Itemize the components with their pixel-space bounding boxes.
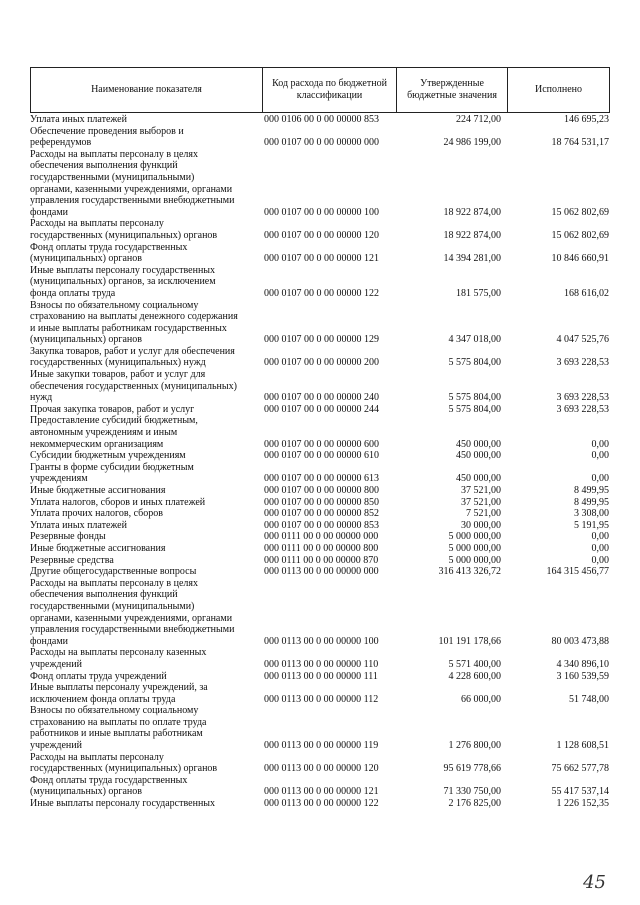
row-executed: 8 499,95 bbox=[574, 485, 609, 496]
row-executed: 168 616,02 bbox=[564, 287, 609, 299]
row-approved: 5 575 804,00 bbox=[448, 403, 501, 415]
row-executed: 1 226 152,35 bbox=[556, 798, 609, 810]
row-name: Иные выплаты персоналу учреждений, за исключением фонда оплаты труда bbox=[30, 682, 208, 705]
row-approved: 7 521,00 bbox=[466, 508, 501, 520]
row-code: 000 0113 00 0 00 00000 119 bbox=[264, 740, 379, 752]
table-row bbox=[30, 415, 610, 450]
row-code: 000 0113 00 0 00 00000 110 bbox=[264, 658, 379, 670]
row-executed: 1 128 608,51 bbox=[556, 740, 609, 752]
row-executed: 3 160 539,59 bbox=[556, 670, 609, 682]
row-approved: 1 276 800,00 bbox=[448, 740, 501, 752]
row-name: Фонд оплаты труда государственных (муниципальных) органов bbox=[30, 774, 188, 798]
row-approved: 4 228 600,00 bbox=[448, 670, 501, 682]
row-code: 000 0107 00 0 00 00000 800 bbox=[264, 485, 379, 496]
row-approved: 18 922 874,00 bbox=[443, 206, 501, 218]
row-code: 000 0107 00 0 00 00000 600 bbox=[264, 438, 379, 450]
row-name: Фонд оплаты труда учреждений bbox=[30, 670, 167, 682]
table-row bbox=[30, 520, 610, 532]
row-executed: 3 693 228,53 bbox=[556, 392, 609, 404]
row-code: 000 0107 00 0 00 00000 120 bbox=[264, 229, 379, 241]
row-approved: 14 394 281,00 bbox=[443, 253, 501, 265]
table-row bbox=[30, 346, 610, 369]
row-executed: 0,00 bbox=[591, 450, 609, 462]
row-approved: 450 000,00 bbox=[456, 450, 501, 462]
row-approved: 181 575,00 bbox=[456, 287, 501, 299]
page-number: 45 bbox=[583, 872, 606, 893]
row-code: 000 0107 00 0 00 00000 200 bbox=[264, 357, 379, 369]
row-code: 000 0113 00 0 00 00000 000 bbox=[264, 566, 379, 578]
row-approved: 5 575 804,00 bbox=[448, 357, 501, 369]
row-code: 000 0107 00 0 00 00000 610 bbox=[264, 450, 379, 462]
row-code: 000 0107 00 0 00 00000 121 bbox=[264, 253, 379, 265]
row-name: Расходы на выплаты персоналу казенных учреждений bbox=[30, 647, 207, 670]
header-approved: Утвержденные бюджетные значения bbox=[397, 68, 508, 112]
row-name: Взносы по обязательному социальному страхованию на выплаты по оплате труда работников и иные выплаты работникам учреждений bbox=[30, 705, 207, 752]
header-code: Код расхода по бюджетной классификации bbox=[263, 68, 397, 112]
row-executed: 4 340 896,10 bbox=[556, 658, 609, 670]
row-approved: 24 986 199,00 bbox=[443, 137, 501, 149]
row-approved: 37 521,00 bbox=[461, 485, 501, 496]
table-row bbox=[30, 218, 610, 241]
row-name: Резервные фонды bbox=[30, 531, 106, 543]
row-approved: 95 619 778,66 bbox=[443, 763, 501, 775]
row-name: Расходы на выплаты персоналу государственных (муниципальных) органов bbox=[30, 218, 218, 241]
row-code: 000 0111 00 0 00 00000 870 bbox=[264, 554, 379, 566]
row-name: Резервные средства bbox=[30, 554, 114, 566]
row-approved: 5 571 400,00 bbox=[448, 658, 501, 670]
table-body bbox=[30, 114, 610, 810]
row-name: Иные выплаты персоналу государственных (муниципальных) органов, за исключением фонда оплаты труда bbox=[30, 264, 216, 299]
row-approved: 5 000 000,00 bbox=[448, 554, 501, 566]
header-executed: Исполнено bbox=[534, 84, 582, 95]
table-row bbox=[30, 462, 610, 485]
table-row bbox=[30, 798, 610, 810]
row-code: 000 0107 00 0 00 00000 244 bbox=[264, 403, 379, 415]
row-name: Уплата налогов, сборов и иных платежей bbox=[30, 496, 206, 508]
row-name: Расходы на выплаты персоналу государственных (муниципальных) органов bbox=[30, 751, 218, 775]
row-name: Взносы по обязательному социальному страхованию на выплаты денежного содержания и иные выплаты работникам государственных (муниципальных) органов bbox=[30, 299, 238, 346]
row-name: Субсидии бюджетным учреждениям bbox=[30, 450, 186, 462]
row-executed: 10 846 660,91 bbox=[551, 253, 609, 265]
row-executed: 80 003 473,88 bbox=[551, 635, 609, 647]
row-name: Иные бюджетные ассигнования bbox=[30, 485, 166, 496]
row-code: 000 0106 00 0 00 00000 853 bbox=[264, 114, 379, 125]
row-name: Другие общегосударственные вопросы bbox=[30, 566, 197, 578]
table-row bbox=[30, 404, 610, 416]
row-code: 000 0113 00 0 00 00000 121 bbox=[264, 786, 379, 798]
row-code: 000 0107 00 0 00 00000 240 bbox=[264, 392, 379, 404]
row-executed: 15 062 802,69 bbox=[551, 206, 609, 218]
table-row bbox=[30, 555, 610, 567]
row-code: 000 0107 00 0 00 00000 852 bbox=[264, 508, 379, 520]
row-code: 000 0113 00 0 00 00000 100 bbox=[264, 635, 379, 647]
table-row bbox=[30, 508, 610, 520]
row-executed: 55 417 537,14 bbox=[551, 786, 609, 798]
row-name: Закупка товаров, работ и услуг для обеспечения государственных (муниципальных) нужд bbox=[30, 345, 235, 369]
row-approved: 37 521,00 bbox=[461, 496, 501, 508]
row-approved: 71 330 750,00 bbox=[443, 786, 501, 798]
row-name: Прочая закупка товаров, работ и услуг bbox=[30, 403, 195, 415]
table-row bbox=[30, 485, 610, 497]
row-executed: 15 062 802,69 bbox=[551, 229, 609, 241]
row-executed: 3 693 228,53 bbox=[556, 357, 609, 369]
row-executed: 4 047 525,76 bbox=[556, 334, 609, 346]
row-name: Предоставление субсидий бюджетным, автономным учреждениям и иным некоммерческим организациям bbox=[30, 415, 198, 450]
table-row bbox=[30, 300, 610, 346]
row-approved: 18 922 874,00 bbox=[443, 229, 501, 241]
row-approved: 4 347 018,00 bbox=[448, 334, 501, 346]
row-executed: 0,00 bbox=[591, 438, 609, 450]
row-approved: 101 191 178,66 bbox=[438, 635, 501, 647]
row-approved: 5 000 000,00 bbox=[448, 531, 501, 543]
row-name: Иные закупки товаров, работ и услуг для обеспечения государственных (муниципальных) нужд bbox=[30, 369, 237, 404]
row-approved: 30 000,00 bbox=[461, 519, 501, 531]
row-executed: 5 191,95 bbox=[574, 519, 609, 531]
table-row bbox=[30, 497, 610, 509]
header-name: Наименование показателя bbox=[31, 68, 263, 112]
row-executed: 3 308,00 bbox=[574, 508, 609, 520]
row-approved: 5 000 000,00 bbox=[448, 542, 501, 554]
table-header bbox=[30, 67, 610, 113]
row-code: 000 0107 00 0 00 00000 122 bbox=[264, 287, 379, 299]
row-code: 000 0107 00 0 00 00000 853 bbox=[264, 519, 379, 531]
row-code: 000 0113 00 0 00 00000 112 bbox=[264, 693, 379, 705]
row-name: Расходы на выплаты персоналу в целях обеспечения выполнения функций государственными (муниципальными) органами, казенными учреждениями, органами управления государственными внебюджетными фондами bbox=[30, 577, 235, 647]
table-row bbox=[30, 775, 610, 798]
row-executed: 51 748,00 bbox=[569, 693, 609, 705]
row-code: 000 0113 00 0 00 00000 122 bbox=[264, 798, 379, 810]
table-row bbox=[30, 265, 610, 300]
row-name: Уплата иных платежей bbox=[30, 519, 127, 531]
row-approved: 2 176 825,00 bbox=[448, 798, 501, 810]
row-approved: 450 000,00 bbox=[456, 473, 501, 485]
row-name: Уплата иных платежей bbox=[30, 114, 127, 125]
table-row bbox=[30, 543, 610, 555]
row-executed: 0,00 bbox=[591, 531, 609, 543]
row-code: 000 0107 00 0 00 00000 613 bbox=[264, 473, 379, 485]
row-name: Обеспечение проведения выборов и референдумов bbox=[30, 125, 184, 149]
row-code: 000 0111 00 0 00 00000 000 bbox=[264, 531, 379, 543]
row-executed: 75 662 577,78 bbox=[551, 763, 609, 775]
row-executed: 18 764 531,17 bbox=[551, 137, 609, 149]
row-code: 000 0107 00 0 00 00000 000 bbox=[264, 137, 379, 149]
table-row bbox=[30, 114, 610, 126]
row-code: 000 0113 00 0 00 00000 111 bbox=[264, 670, 378, 682]
table-row bbox=[30, 369, 610, 404]
row-name: Гранты в форме субсидии бюджетным учреждениям bbox=[30, 461, 194, 485]
row-executed: 0,00 bbox=[591, 473, 609, 485]
table-row bbox=[30, 705, 610, 751]
row-code: 000 0111 00 0 00 00000 800 bbox=[264, 542, 379, 554]
row-approved: 5 575 804,00 bbox=[448, 392, 501, 404]
table-row bbox=[30, 682, 610, 705]
row-executed: 0,00 bbox=[591, 554, 609, 566]
table-row bbox=[30, 647, 610, 670]
table-row bbox=[30, 752, 610, 775]
row-name: Фонд оплаты труда государственных (муниципальных) органов bbox=[30, 241, 188, 265]
row-executed: 3 693 228,53 bbox=[556, 403, 609, 415]
row-name: Иные выплаты персоналу государственных bbox=[30, 798, 216, 810]
row-executed: 0,00 bbox=[591, 542, 609, 554]
row-code: 000 0107 00 0 00 00000 129 bbox=[264, 334, 379, 346]
row-name: Расходы на выплаты персоналу в целях обеспечения выполнения функций государственными (муниципальными) органами, казенными учреждениями, органами управления государственными внебюджетными фондами bbox=[30, 148, 235, 218]
table-row bbox=[30, 126, 610, 149]
table-row bbox=[30, 566, 610, 578]
row-approved: 450 000,00 bbox=[456, 438, 501, 450]
table-row bbox=[30, 149, 610, 219]
table-row bbox=[30, 578, 610, 648]
row-approved: 316 413 326,72 bbox=[438, 566, 501, 578]
row-executed: 164 315 456,77 bbox=[546, 566, 609, 578]
table-row bbox=[30, 671, 610, 683]
row-executed: 8 499,95 bbox=[574, 496, 609, 508]
table-row bbox=[30, 450, 610, 462]
row-code: 000 0107 00 0 00 00000 850 bbox=[264, 496, 379, 508]
row-executed: 146 695,23 bbox=[564, 114, 609, 125]
row-name: Уплата прочих налогов, сборов bbox=[30, 508, 163, 520]
row-code: 000 0107 00 0 00 00000 100 bbox=[264, 206, 379, 218]
row-name: Иные бюджетные ассигнования bbox=[30, 542, 166, 554]
row-code: 000 0113 00 0 00 00000 120 bbox=[264, 763, 379, 775]
table-row bbox=[30, 531, 610, 543]
row-approved: 224 712,00 bbox=[456, 114, 501, 125]
table-row bbox=[30, 242, 610, 265]
row-approved: 66 000,00 bbox=[461, 693, 501, 705]
